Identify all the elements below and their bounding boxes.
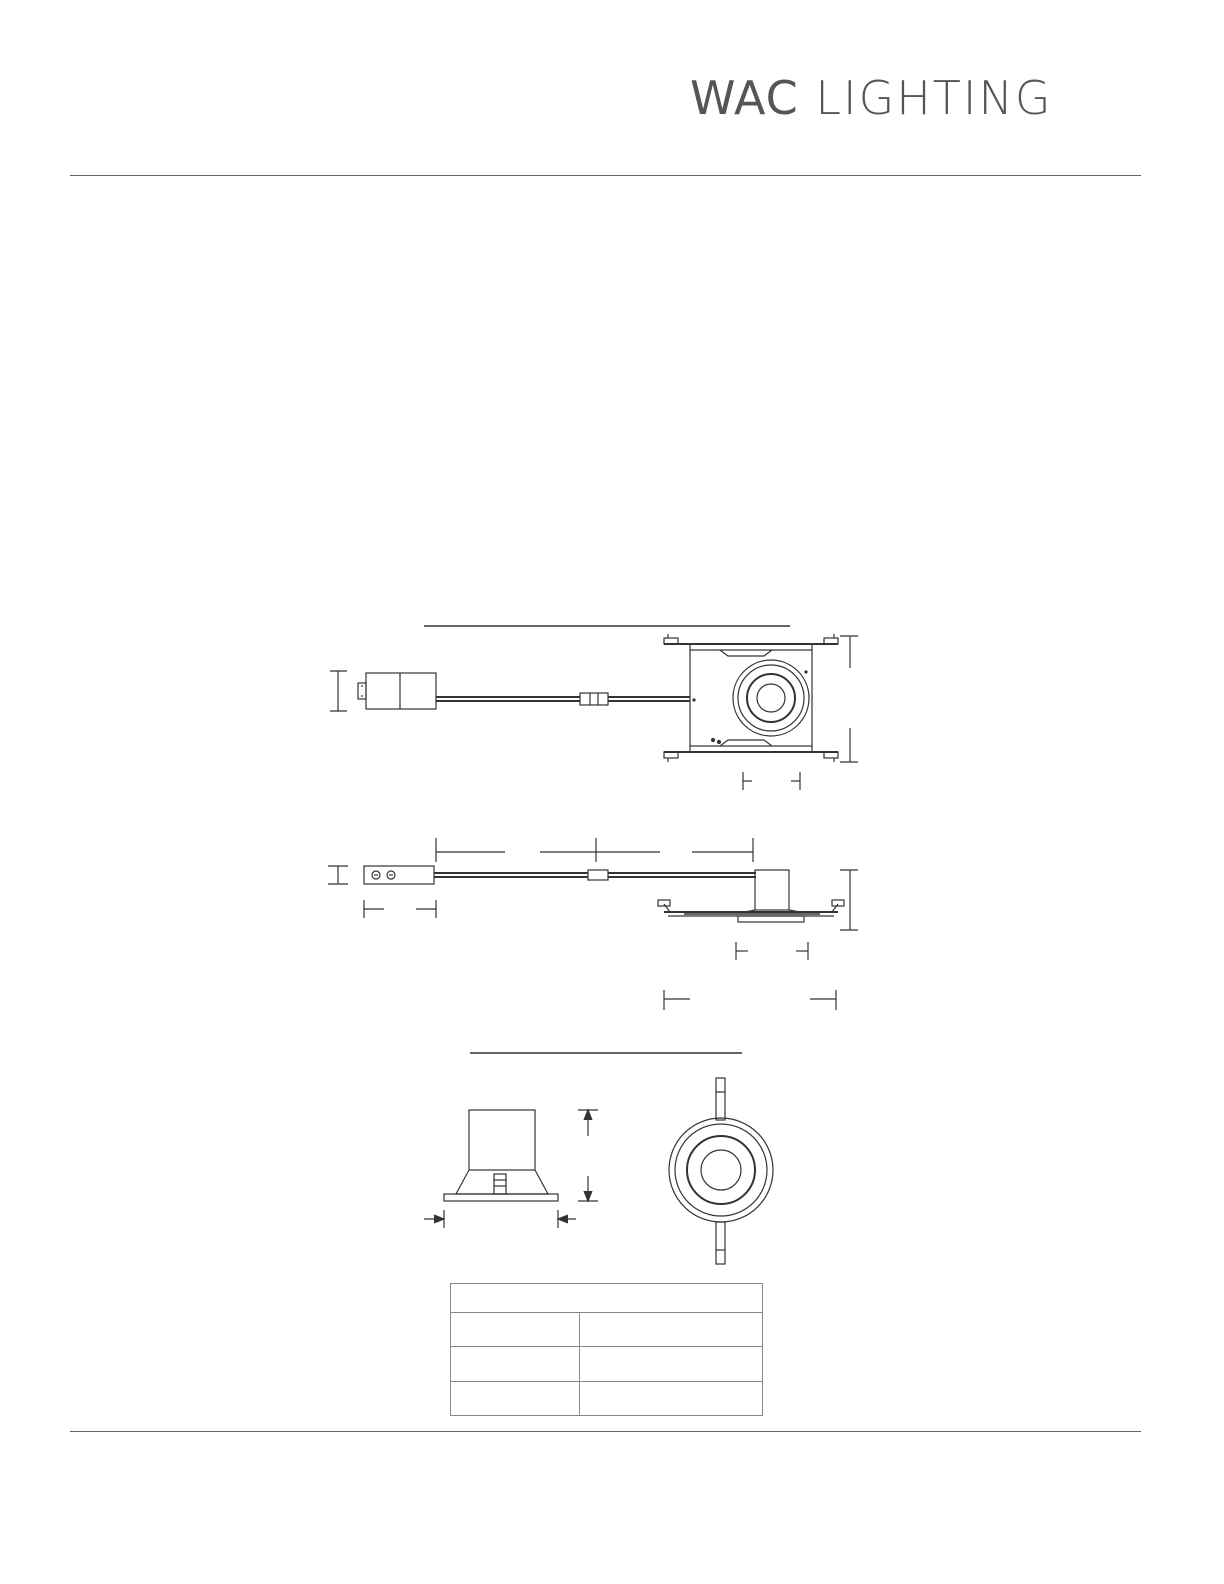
logo-lighting: LIGHTING bbox=[815, 71, 1053, 125]
logo-wac: WAC bbox=[690, 71, 799, 125]
trim-side-view-drawing bbox=[424, 1110, 598, 1228]
driver-box-plan bbox=[358, 673, 436, 709]
spec-table-row bbox=[451, 1347, 763, 1381]
spec-table-cell bbox=[451, 1313, 580, 1347]
flex-conduit-plan bbox=[436, 693, 690, 705]
spec-table bbox=[450, 1283, 763, 1416]
housing-plan bbox=[664, 634, 838, 762]
spec-table-row bbox=[451, 1381, 763, 1415]
elevation-view-drawing bbox=[328, 838, 858, 1010]
spec-table-cell bbox=[580, 1381, 763, 1415]
driver-box-elevation bbox=[364, 866, 434, 884]
spec-table-cell bbox=[580, 1347, 763, 1381]
spec-table-cell bbox=[451, 1347, 580, 1381]
spec-table-cell bbox=[580, 1313, 763, 1347]
spec-table-cell bbox=[451, 1381, 580, 1415]
spec-table-header-cell bbox=[451, 1284, 763, 1313]
plan-view-drawing bbox=[330, 634, 858, 790]
trim-front-view-drawing bbox=[669, 1078, 773, 1264]
spec-table-header-row bbox=[451, 1284, 763, 1313]
spec-table-row bbox=[451, 1313, 763, 1347]
